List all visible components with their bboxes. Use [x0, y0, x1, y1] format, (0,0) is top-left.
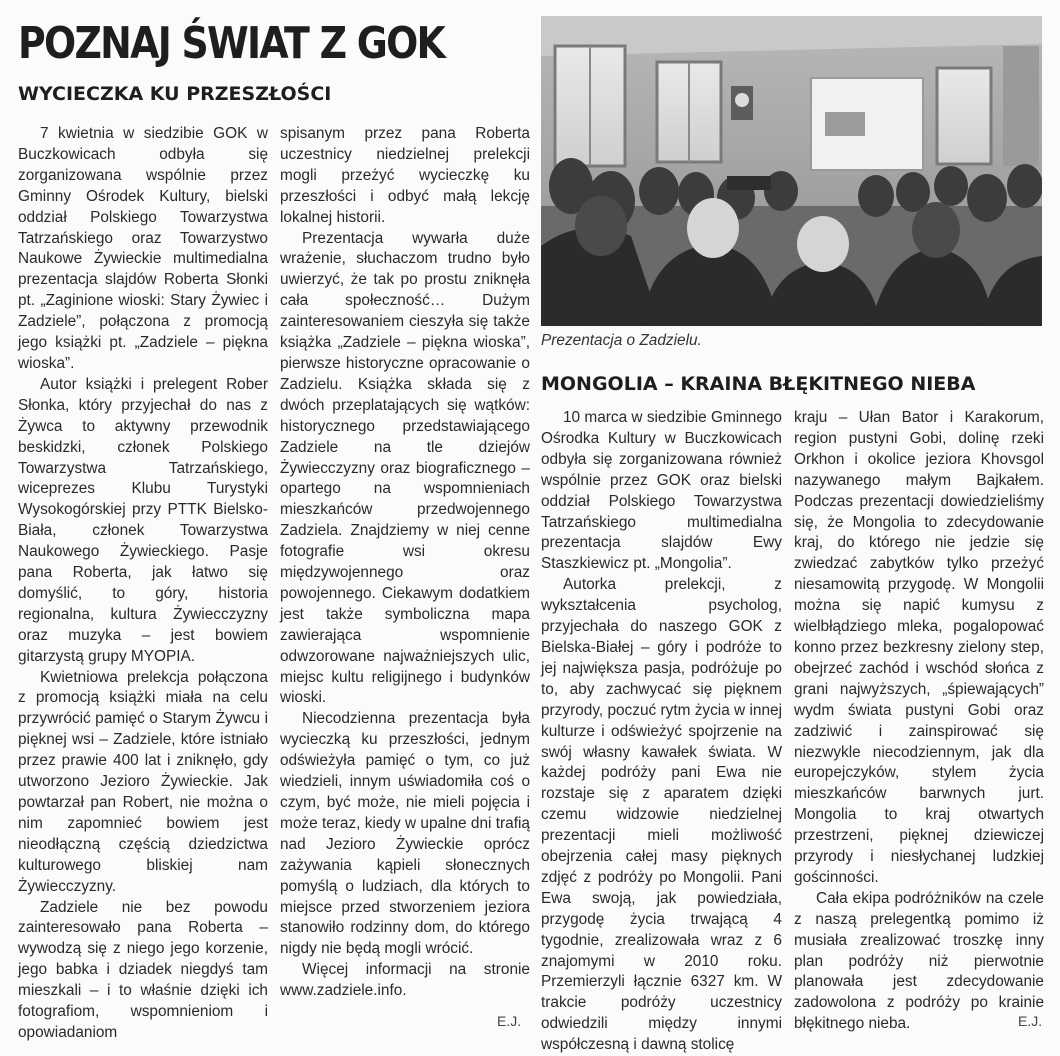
- paragraph: Cała ekipa podróżników na czele z naszą prelegentką pomimo iż musiała zrealizować troszkę inny plan podróży niż pierwotnie planowała jest zdecydowanie zadowolona z podróży po krainie błękitnego nieba.: [794, 889, 1044, 1033]
- page-title: POZNAJ ŚWIAT Z GOK: [18, 18, 445, 69]
- paragraph: kraju – Ułan Bator i Karakorum, region pustyni Gobi, dolinę rzeki Orkhon i okolice jeziora Khovsgol nazywanego małym Bajkałem. Podczas prezentacji dowiedzieliśmy się, że Mongolia to zdecydowanie kraj, do którego nie jedzie się zwiedzać zabytków tylko przeżyć niesamowitą przygodę. W Mongolii można się napić kumysu z wielbłądziego mleka, pogalopować konno przez bezkresny zielony step, obejrzeć zachód i wschód słońca z grani najwyższych, „śpiewających” wydm świata pustyni Gobi oraz zadziwić i zainspirować się niezwykle niecodziennym, jak dla europejczyków, stylem życia mieszkańców barwnych jurt. Mongolia to kraj otwartych przestrzeni, pięknej dziewiczej przyrody i niesłychanej ludzkiej gościnności.: [794, 409, 1044, 886]
- paragraph: Niecodzienna prezentacja była wycieczką ku przeszłości, jednym odświeżyła pamięć o tym, co już wiedzieli, innym uświadomiła coś o czym, być może, nie mieli pojęcia i może teraz, kiedy w upalne dni trafią nad Jezioro Żywieckie oprócz zażywania kąpieli słonecznych pomyślą o ludziach, dla których to miejsce przed stworzeniem jeziora stanowiło rodzinny dom, do którego nigdy nie będą mogli wrócić.: [280, 710, 530, 958]
- presentation-photo: [541, 16, 1042, 326]
- paragraph: spisanym przez pana Roberta uczestnicy niedzielnej prelekcji mogli przeżyć wycieczkę ku przeszłości i odbyć małą lekcję lokalnej historii.: [280, 125, 530, 226]
- paragraph: Więcej informacji na stronie www.zadziele.info.: [280, 961, 530, 1000]
- photo-caption: Prezentacja o Zadzielu.: [541, 332, 702, 349]
- article-2-title: MONGOLIA – KRAINA BŁĘKITNEGO NIEBA: [541, 373, 976, 395]
- paragraph: Prezentacja wywarła duże wrażenie, słuchaczom trudno było uwierzyć, że tak po prostu zniknęła cała społeczność… Dużym zainteresowaniem cieszyła się także książka „Zadziele – piękna wioska”, pierwsze historyczne opracowanie o Zadzielu. Książka składa się z dwóch przeplatających się wątków: historycznego przedstawiającego Zadziele na tle dziejów Żywiecczyzny oraz biograficznego – opartego na wspomnieniach mieszkańców przedwojennego Zadziela. Znajdziemy w niej cenne fotografie wsi okresu międzywojennego oraz powojennego. Ciekawym dodatkiem jest także symboliczna mapa zawierająca wspomnienie odwzorowane najważniejszych ulic, miejsc kultu religijnego i budynków wioski.: [280, 229, 530, 707]
- article-1-column-1: [18, 124, 268, 1044]
- paragraph: Autor książki i prelegent Rober Słonka, który przyjechał do nas z Żywca to aktywny przewodnik beskidzki, członek Polskiego Towarzystwa Tatrzańskiego, wiceprezes Klubu Turystyki Wysokogórskiej przy PTTK Bielsko-Biała, członek Towarzystwa Naukowego Żywieckiego. Pasje pana Roberta, jak łatwo się domyślić, to góry, historia regionalna, kultura Żywiecczyzny oraz muzyka – jest bowiem gitarzystą grupy MYOPIA.: [18, 375, 268, 665]
- article-2-signature: E.J.: [1018, 1013, 1043, 1029]
- article-2-column-2: [794, 408, 1044, 1035]
- article-1-column-2: [280, 124, 530, 1002]
- article-2-column-1: [541, 408, 782, 1056]
- paragraph: Kwietniowa prelekcja połączona z promocją książki miała na celu przywrócić pamięć o Starym Żywcu i pięknej wsi – Zadziele, które istniało przez prawie 400 lat i zniknęło, gdy utworzono Jezioro Żywieckie. Jak powtarzał pan Robert, nie można o nim zapomnieć bowiem jest nieodłączną częścią dziedzictwa kulturowego bliskiej nam Żywiecczyzny.: [18, 668, 268, 895]
- article-1-title: WYCIECZKA KU PRZESZŁOŚCI: [18, 83, 332, 105]
- paragraph: 10 marca w siedzibie Gminnego Ośrodka Kultury w Buczkowicach odbyła się zorganizowana również wspólnie przez GOK oraz bielski oddział Polskiego Towarzystwa Tatrzańskiego multimedialna prezentacja slajdów Ewy Staszkiewicz pt. „Mongolia”.: [541, 409, 782, 573]
- paragraph: 7 kwietnia w siedzibie GOK w Buczkowicach odbyła się zorganizowana wspólnie przez Gminny Ośrodek Kultury, bielski oddział Polskiego Towarzystwa Tatrzańskiego oraz Towarzystwo Naukowe Żywieckie multimedialna prezentacja slajdów Roberta Słonki pt. „Zaginione wioski: Stary Żywiec i Zadziele”, połączona z promocją jego książki pt. „Zadziele – piękna wioska”.: [18, 125, 268, 372]
- article-1-signature: E.J.: [497, 1013, 522, 1029]
- paragraph: Autorka prelekcji, z wykształcenia psycholog, przyjechała do naszego GOK z Bielska-Białej – góry i podróże to jej największa pasja, podróżuje po to, aby zachwycać się pięknem przyrody, poczuć rytm życia w innej kulturze i odświeżyć spojrzenie na swój własny kawałek świata. W każdej podróży pani Ewa nie rozstaje się z aparatem dzięki czemu widzowie niedzielnej prezentacji mieli możliwość obejrzenia całej masy pięknych zdjęć z podróży po Mongolii. Pani Ewa swoją, jak powiedziała, przygodę życia trwającą 4 tygodnie, zrealizowała wraz z 6 znajomymi w 2010 roku. Przemierzyli łącznie 6327 km. W trakcie podróży uczestnicy odwiedzili między innymi współczesną i dawną stolicę: [541, 576, 782, 1054]
- paragraph: Zadziele nie bez powodu zainteresowało pana Roberta – wywodzą się z niego jego korzenie, jego babka i dziadek niegdyś tam mieszkali – i to właśnie dzięki ich fotografiom, wspomnieniom i opowiadaniom: [18, 898, 268, 1041]
